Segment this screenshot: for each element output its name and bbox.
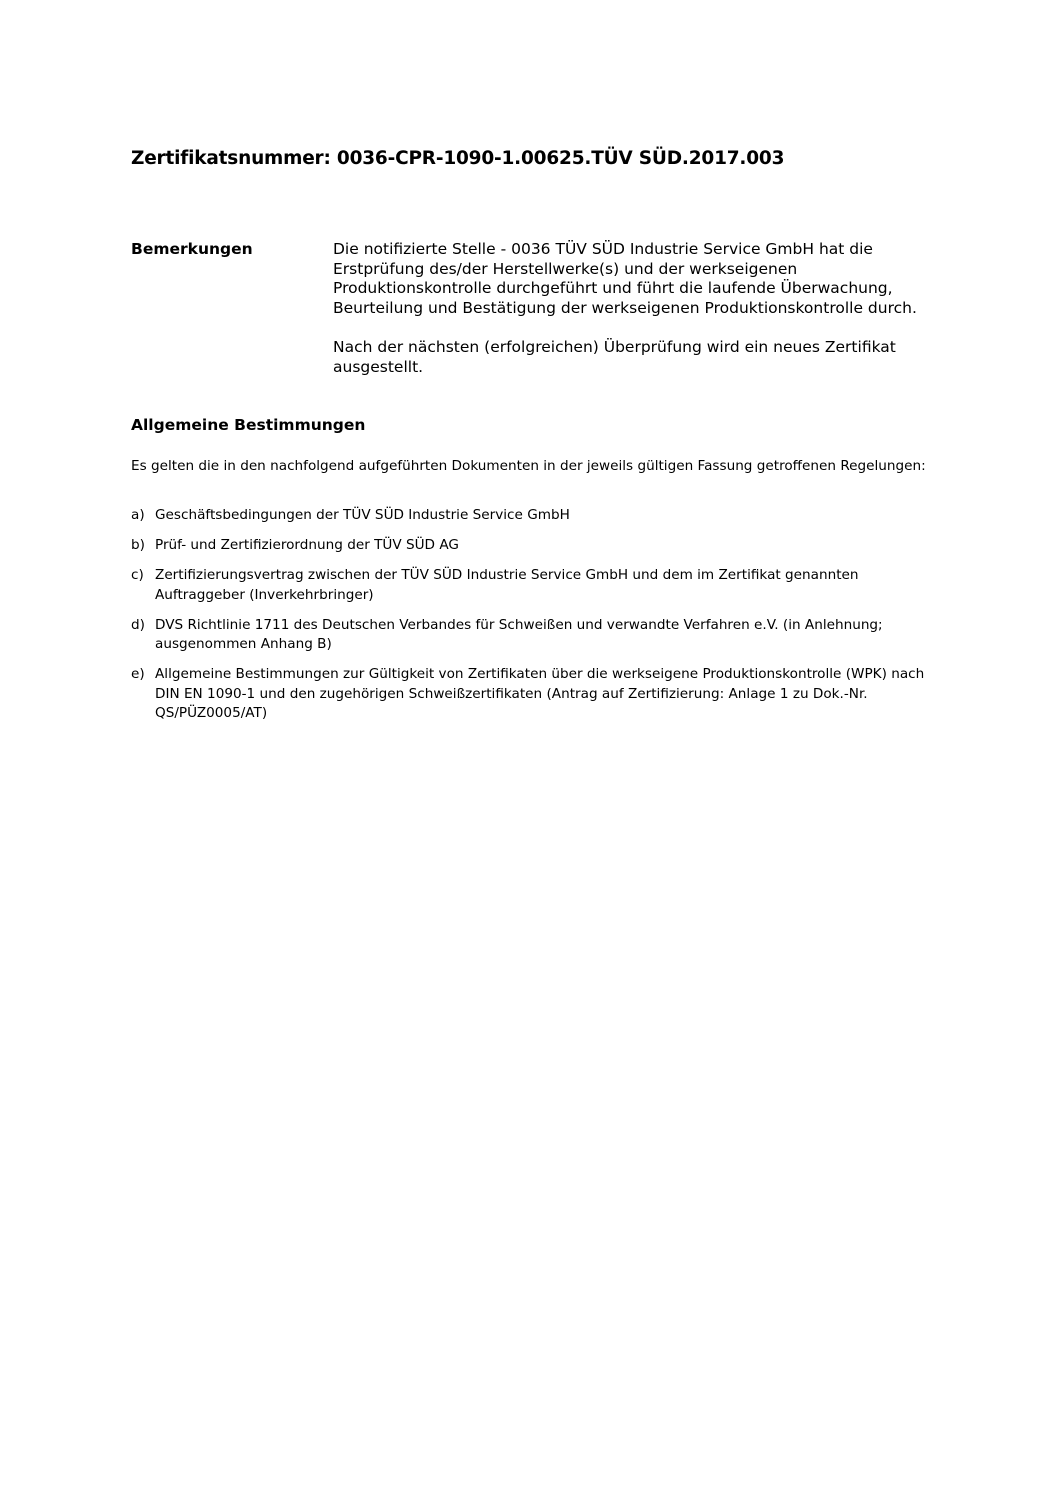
list-item-marker: e) xyxy=(131,666,145,682)
list-item xyxy=(131,536,931,556)
general-provisions-list xyxy=(131,506,931,734)
certificate-number-title: Zertifikatsnummer: 0036-CPR-1090-1.00625.TÜV SÜD.2017.003 xyxy=(131,148,785,169)
list-item xyxy=(131,665,931,724)
general-provisions-heading: Allgemeine Bestimmungen xyxy=(131,416,366,434)
general-provisions-intro: Es gelten die in den nachfolgend aufgeführten Dokumenten in der jeweils gültigen Fassung getroffenen Regelungen: xyxy=(131,458,926,474)
remarks-paragraph: Die notifizierte Stelle - 0036 TÜV SÜD Industrie Service GmbH hat die Erstprüfung des/der Herstellwerke(s) und der werkseigenen Produktionskontrolle durchgeführt und führt die laufende Überwachung, Beurteilung und Bestätigung der werkseigenen Produktionskontrolle durch. xyxy=(333,240,917,317)
list-item-marker: d) xyxy=(131,616,145,633)
list-item xyxy=(131,616,931,655)
remarks-paragraph: Nach der nächsten (erfolgreichen) Überprüfung wird ein neues Zertifikat ausgestellt. xyxy=(333,337,896,376)
list-item-marker: a) xyxy=(131,507,145,523)
list-item-marker: b) xyxy=(131,537,145,553)
list-item-text: Geschäftsbedingungen der TÜV SÜD Industrie Service GmbH xyxy=(155,507,570,523)
remarks-label: Bemerkungen xyxy=(131,240,253,258)
list-item xyxy=(131,566,931,605)
list-item xyxy=(131,506,931,526)
list-item-text: Allgemeine Bestimmungen zur Gültigkeit von Zertifikaten über die werkseigene Produktionskontrolle (WPK) nach DIN EN 1090-1 und den zugehörigen Schweißzertifikaten (Antrag auf Zertifizierung: Anlage 1 zu Dok.-Nr. QS/PÜZ0005/AT) xyxy=(155,666,925,721)
list-item-text: DVS Richtlinie 1711 des Deutschen Verbandes für Schweißen und verwandte Verfahren e.V. (in Anlehnung; ausgenommen Anhang B) xyxy=(155,616,883,652)
list-item-text: Prüf- und Zertifizierordnung der TÜV SÜD AG xyxy=(155,537,459,553)
list-item-text: Zertifizierungsvertrag zwischen der TÜV SÜD Industrie Service GmbH und dem im Zertifikat genannten Auftraggeber (Inverkehrbringer) xyxy=(155,567,859,603)
remarks-body xyxy=(333,240,933,377)
list-item-marker: c) xyxy=(131,567,144,583)
